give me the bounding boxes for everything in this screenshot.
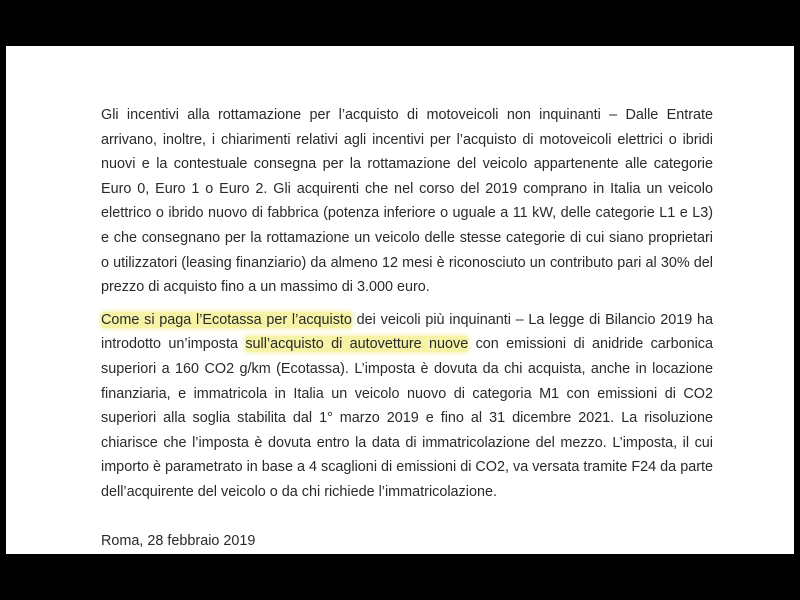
- signoff-date: Roma, 28 febbraio 2019: [101, 532, 256, 549]
- paragraph-incentivi-rottamazione: Gli incentivi alla rottamazione per l’acquisto di motoveicoli non inquinanti – Dalle Entrate arrivano, inoltre, i chiarimenti relativi agli incentivi per l’acquisto di motoveicoli elettrici o ibridi nuovi e la contestuale consegna per la rottamazione del veicolo appartenente alle categorie Euro 0, Euro 1 o Euro 2. Gli acquirenti che nel corso del 2019 comprano in Italia un veicolo elettrico o ibrido nuovo di fabbrica (potenza inferiore o uguale a 11 kW, delle categorie L1 e L3) e che consegnano per la rottamazione un veicolo delle stesse categorie di cui siano proprietari o utilizzatori (leasing finanziario) da almeno 12 mesi è riconosciuto un contributo pari al 30% del prezzo di acquisto fino a un massimo di 3.000 euro.: [101, 107, 713, 296]
- paragraph-ecotassa-text-2: con emissioni di anidride carbonica superiori a 160 CO2 g/km (Ecotassa). L’imposta è dovuta da chi acquista, anche in locazione finanziaria, e immatricola in Italia un veicolo nuovo di categoria M1 con emissioni di CO2 superiori alla soglia stabilita dal 1° marzo 2019 e fino al 31 dicembre 2021. La risoluzione chiarisce che l’imposta è dovuta entro la data di immatricolazione del mezzo. L’imposta, il cui importo è parametrato in base a 4 scaglioni di emissioni di CO2, va versata tramite F24 da parte dell’acquirente del veicolo o da chi richiede l’immatricolazione.: [101, 336, 714, 500]
- highlighted-phrase-autovetture-nuove: sull’acquisto di autovetture nuove: [245, 336, 469, 353]
- document-page: [6, 46, 794, 554]
- highlighted-heading-ecotassa: Come si paga l’Ecotassa per l’acquisto: [101, 311, 352, 328]
- paragraph-ecotassa-text-1: dei veicoli più inquinanti – La legge di Bilancio 2019 ha introdotto un’imposta: [101, 311, 713, 353]
- paragraph-ecotassa: [101, 308, 713, 505]
- document-body: [101, 103, 713, 553]
